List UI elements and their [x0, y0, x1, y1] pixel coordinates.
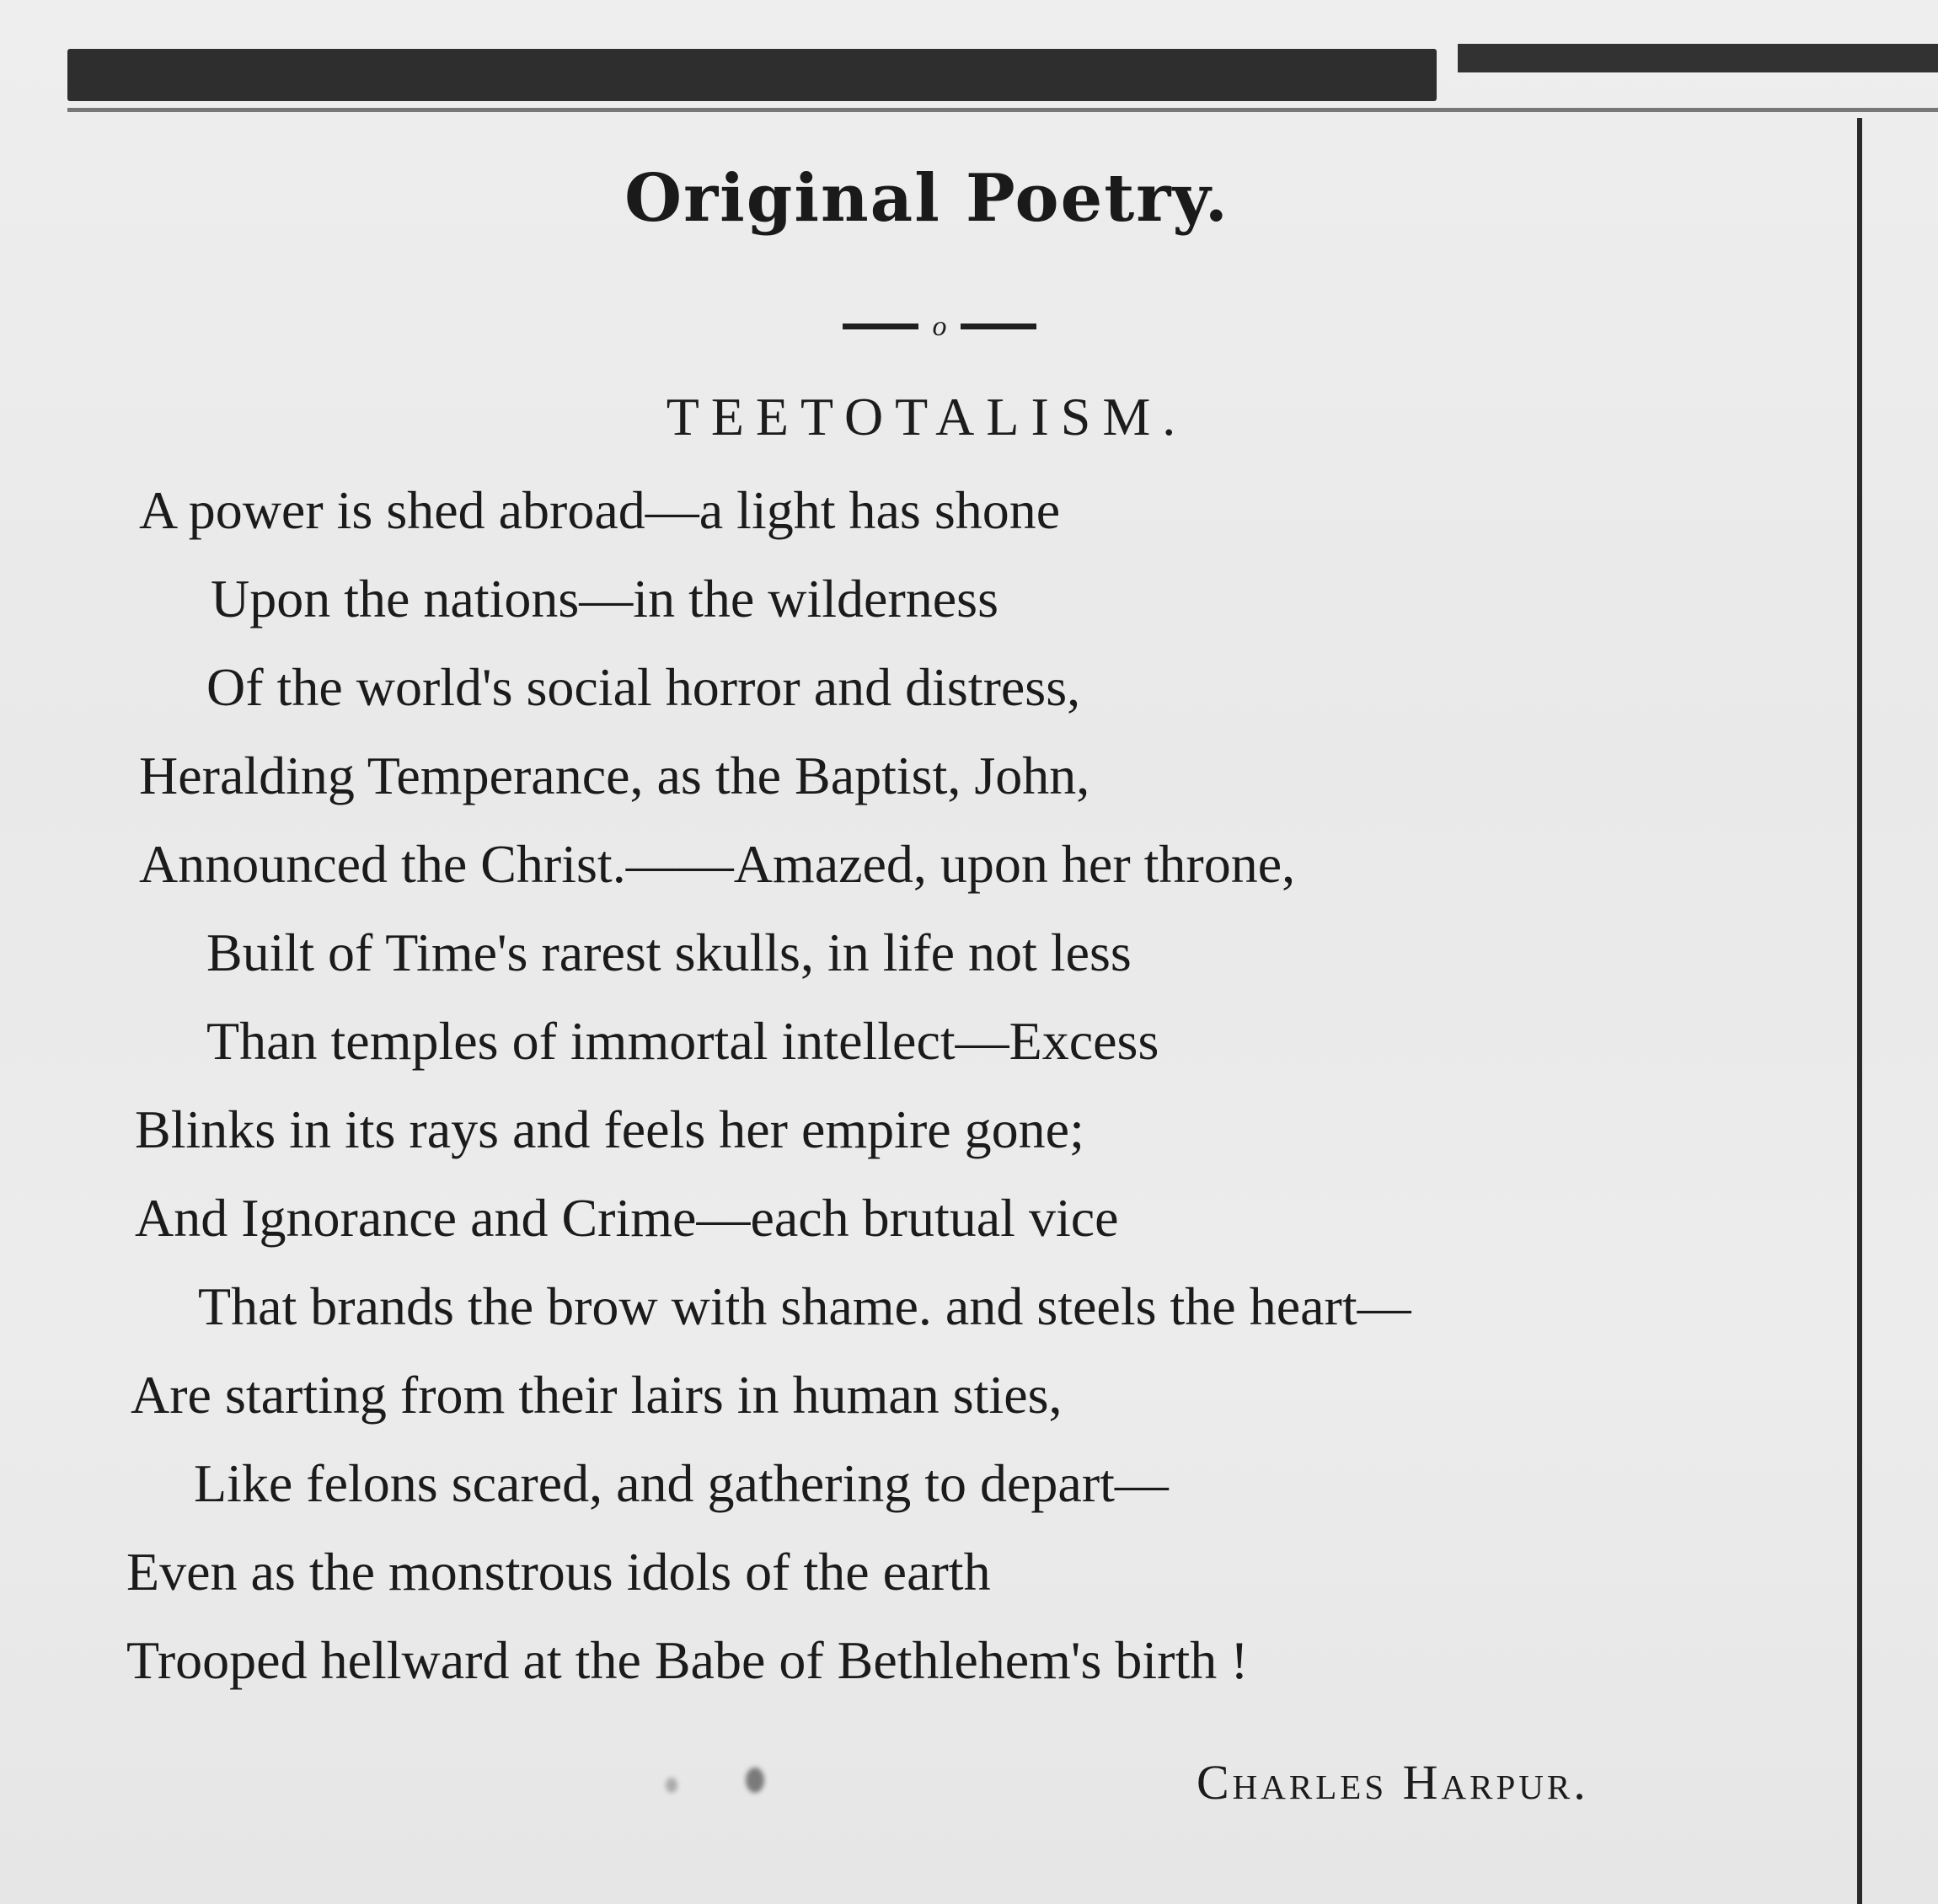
section-heading: Original Poetry.	[624, 160, 1229, 237]
poem-line: Blinks in its rays and feels her empire gone;	[135, 1099, 1084, 1159]
poem-line: Built of Time's rarest skulls, in life not less	[206, 923, 1132, 982]
poem-line: Of the world's social horror and distress,	[206, 657, 1081, 717]
poem-line: Even as the monstrous idols of the earth	[126, 1542, 991, 1602]
top-heavy-rule	[67, 49, 1437, 101]
ink-smudge	[746, 1768, 764, 1793]
poem-line: Heralding Temperance, as the Baptist, John,	[139, 746, 1090, 805]
poem-line: A power is shed abroad—a light has shone	[139, 480, 1061, 540]
poem-line: Like felons scared, and gathering to depart—	[194, 1453, 1169, 1513]
poem-line: Announced the Christ.——Amazed, upon her throne,	[139, 834, 1296, 894]
poem-line: Are starting from their lairs in human sties,	[131, 1365, 1063, 1425]
poem-line: Upon the nations—in the wilderness	[211, 569, 998, 628]
poem-author: Charles Harpur.	[1197, 1755, 1589, 1810]
ornament-divider	[843, 313, 1036, 339]
ink-smudge	[666, 1778, 677, 1793]
poem-line: Trooped hellward at the Babe of Bethlehem's birth !	[126, 1630, 1249, 1690]
top-thin-rule	[67, 108, 1938, 112]
poem-line: And Ignorance and Crime—each brutual vice	[135, 1188, 1119, 1248]
ornament-glyph: o	[932, 313, 947, 339]
column-rule	[1857, 118, 1862, 1904]
poem-line: Than temples of immortal intellect—Excess	[206, 1011, 1159, 1071]
poem-line: That brands the brow with shame. and steels the heart—	[198, 1276, 1411, 1336]
top-heavy-rule-right	[1458, 44, 1938, 72]
poem-title: TEETOTALISM.	[666, 387, 1188, 447]
